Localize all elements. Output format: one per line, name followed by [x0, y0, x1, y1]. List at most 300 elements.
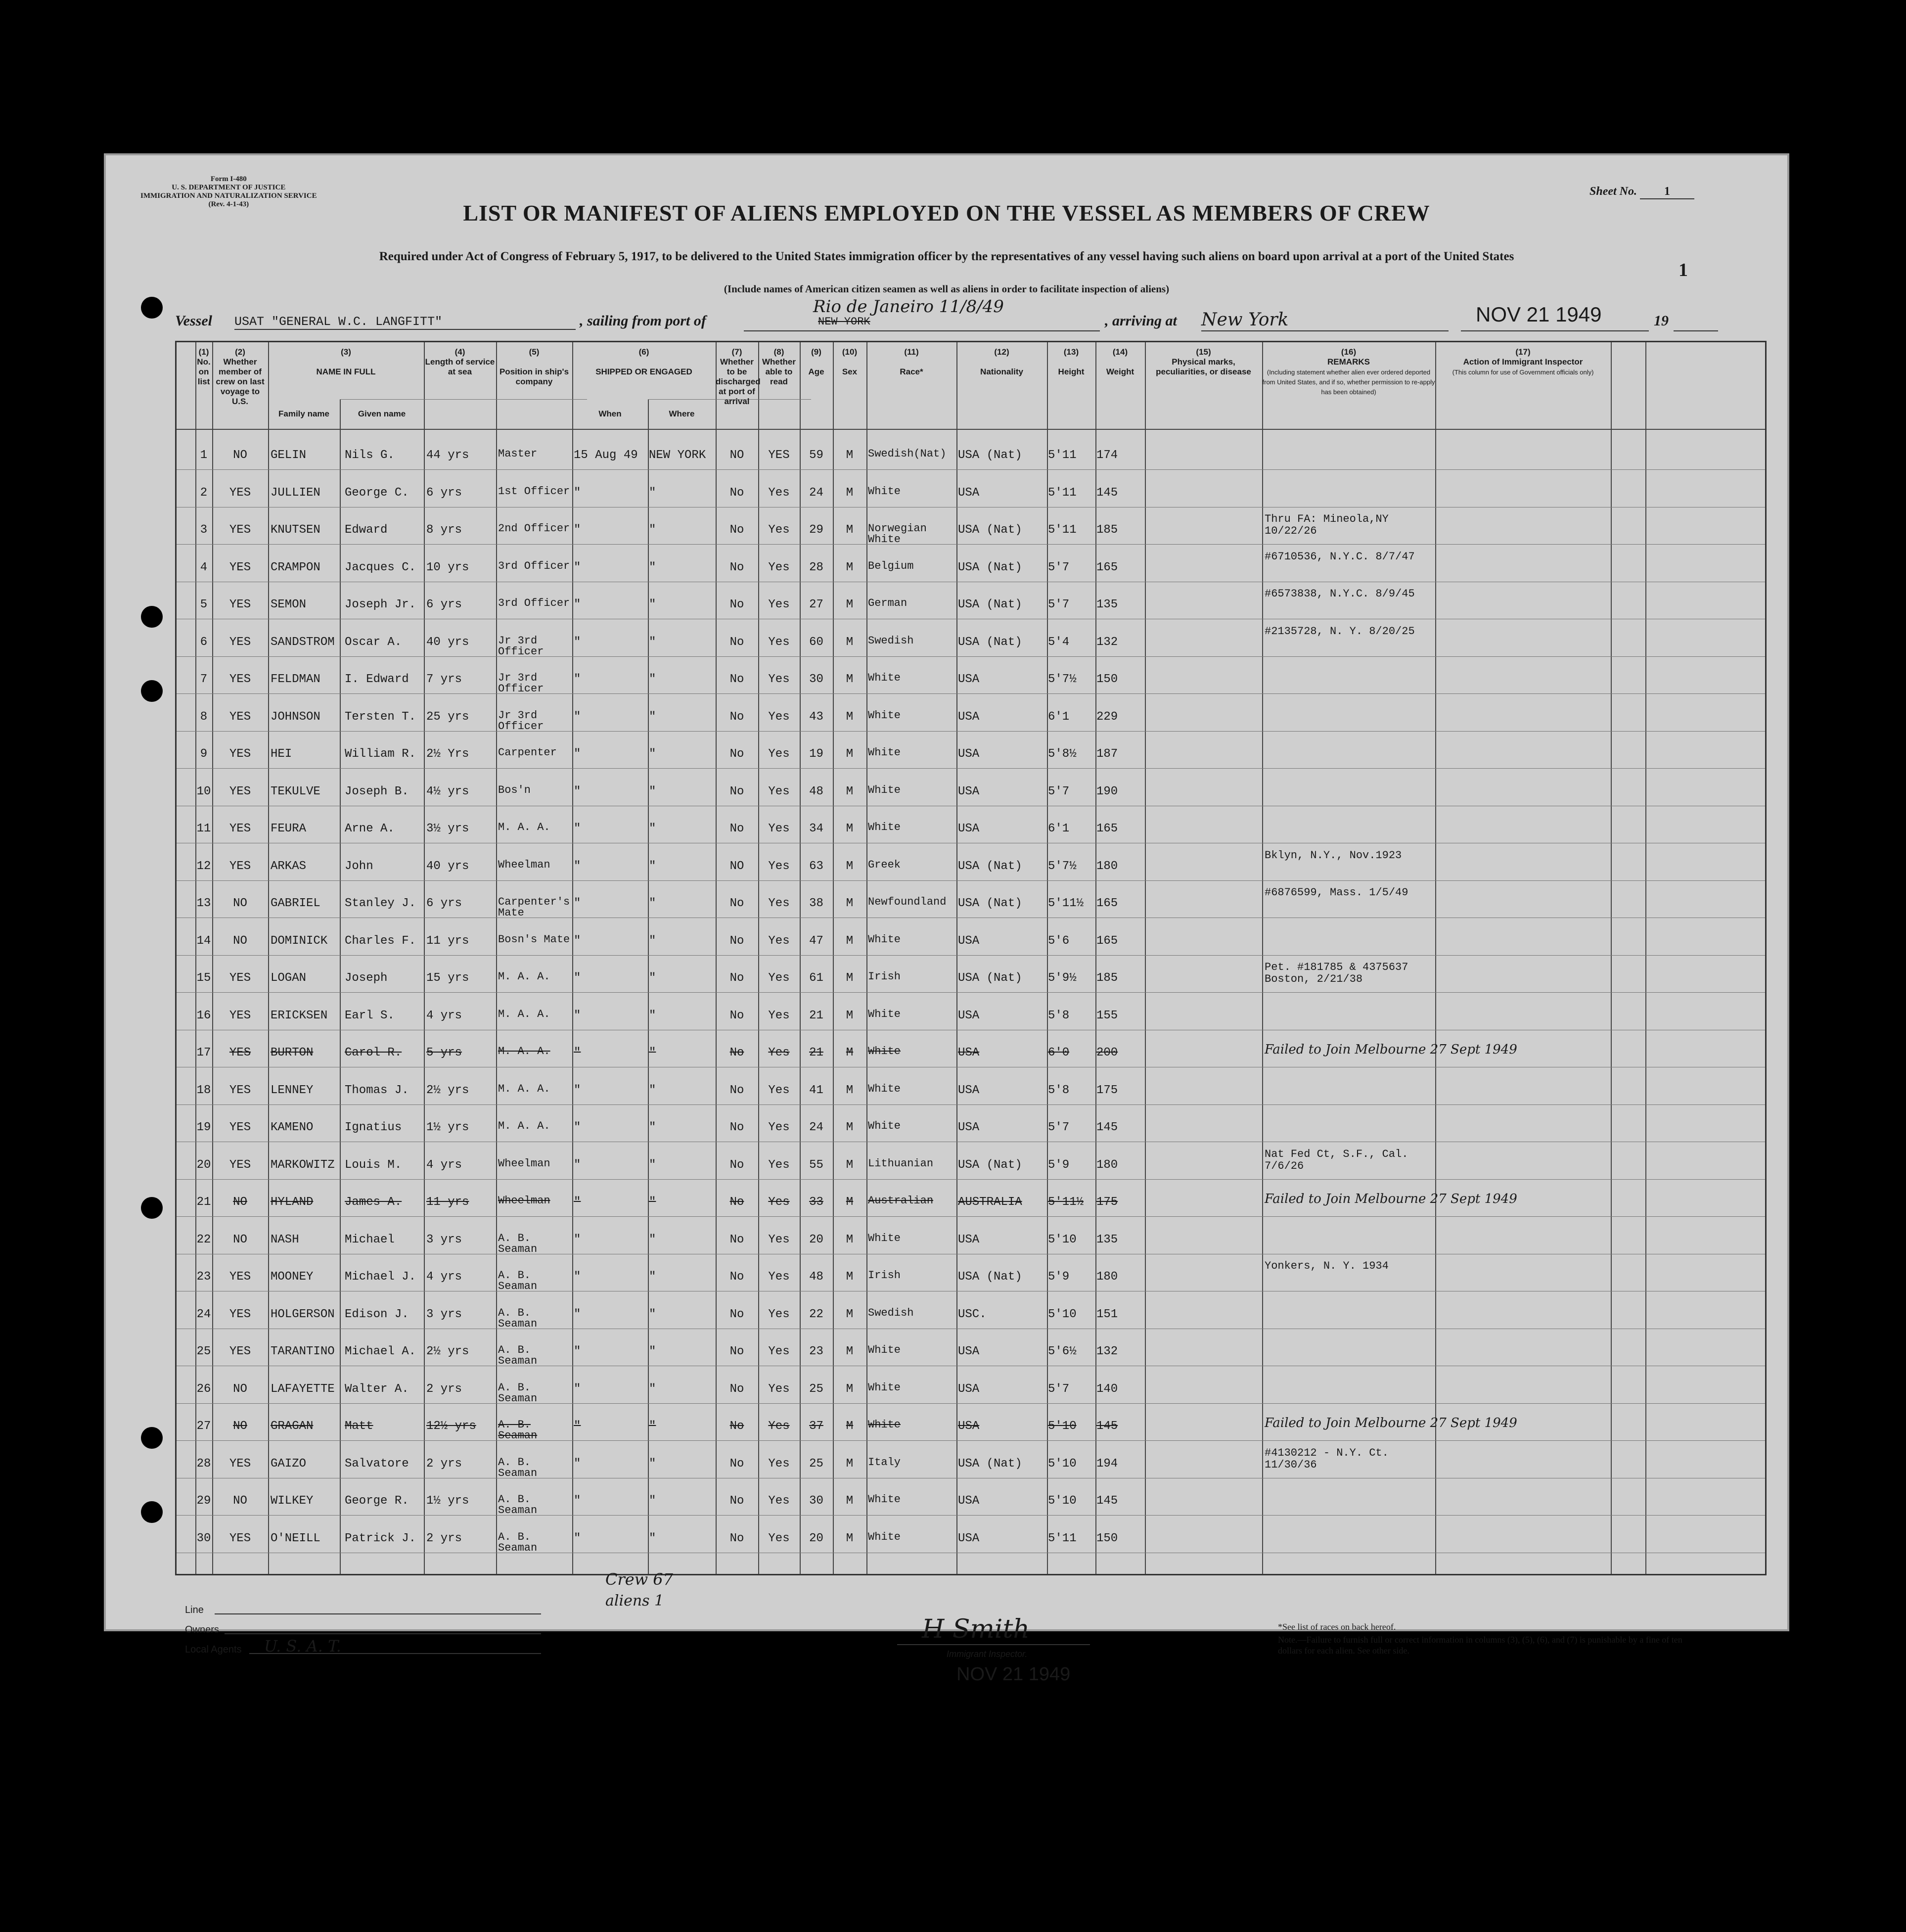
- cell-race: White: [868, 1530, 901, 1543]
- cell-given: Oscar A.: [345, 635, 402, 649]
- cell-when: ": [574, 486, 581, 500]
- cell-nat: USA: [958, 1121, 980, 1134]
- cell-given: Arne A.: [345, 822, 395, 835]
- cell-race: White: [868, 783, 901, 796]
- races-note: *See list of races on back hereof.: [1278, 1622, 1396, 1632]
- header-discharged: (7) Whether to be discharged at port of arrival: [716, 347, 761, 406]
- cell-position: A. B. Seaman: [498, 1269, 538, 1292]
- cell-family: O'NEILL: [271, 1531, 320, 1545]
- cell-height: 5'7½: [1048, 673, 1077, 686]
- cell-service: 7 yrs: [426, 673, 462, 686]
- cell-sex: M: [846, 1083, 854, 1097]
- cell-disch: No: [729, 598, 744, 611]
- cell-last: YES: [229, 710, 251, 724]
- cell-service: 15 yrs: [426, 971, 469, 985]
- year-line: [1674, 315, 1718, 331]
- cell-given: Joseph B.: [345, 784, 409, 798]
- cell-service: 2 yrs: [426, 1531, 462, 1545]
- cell-weight: 165: [1096, 822, 1118, 835]
- cell-age: 19: [809, 747, 823, 761]
- sheet-no-large: 1: [1679, 260, 1688, 280]
- cell-read: Yes: [768, 486, 790, 500]
- cell-age: 21: [809, 1009, 823, 1022]
- sheet-number: [1589, 185, 1694, 199]
- cell-age: 55: [809, 1158, 823, 1172]
- cell-read: Yes: [768, 1457, 790, 1471]
- row-rule: [177, 544, 1765, 545]
- cell-where: ": [649, 934, 656, 948]
- cell-family: GABRIEL: [271, 897, 320, 910]
- cell-age: 29: [809, 523, 823, 537]
- cell-weight: 229: [1096, 710, 1118, 724]
- cell-n: 11: [196, 822, 211, 835]
- cell-disch: No: [729, 1382, 744, 1396]
- cell-nat: USA: [958, 710, 980, 724]
- cell-height: 5'8: [1048, 1009, 1070, 1022]
- row-rule: [177, 1440, 1765, 1441]
- cell-n: 23: [196, 1270, 211, 1284]
- cell-weight: 150: [1096, 673, 1118, 686]
- cell-weight: 185: [1096, 971, 1118, 985]
- cell-service: 12½ yrs: [426, 1420, 476, 1433]
- cell-remarks: #6710536, N.Y.C. 8/7/47: [1265, 550, 1415, 563]
- cell-disch: No: [729, 822, 744, 835]
- cell-height: 6'1: [1048, 710, 1070, 724]
- header-action: (17) Action of Immigrant Inspector (This column for use of Government officials only): [1452, 347, 1594, 376]
- cell-sex: M: [846, 710, 854, 724]
- cell-race: White: [868, 1419, 901, 1431]
- cell-last: NO: [233, 934, 247, 948]
- cell-where: ": [649, 784, 656, 798]
- cell-n: 16: [196, 1009, 211, 1022]
- cell-height: 5'11½: [1048, 1196, 1084, 1209]
- cell-age: 28: [809, 560, 823, 574]
- cell-where: ": [649, 1009, 656, 1022]
- sailing-label: , sailing from port of: [580, 313, 706, 329]
- cell-disch: No: [729, 1345, 744, 1358]
- cell-position: 3rd Officer: [498, 559, 570, 572]
- cell-age: 20: [809, 1233, 823, 1246]
- cell-when: ": [574, 971, 581, 985]
- cell-given: Walter A.: [345, 1382, 409, 1396]
- cell-sex: M: [846, 560, 854, 574]
- cell-nat: USC.: [958, 1307, 987, 1321]
- crew-total: Crew 67: [605, 1570, 673, 1589]
- cell-read: Yes: [768, 934, 790, 948]
- cell-where: ": [649, 1382, 656, 1396]
- cell-position: A. B. Seaman: [498, 1381, 538, 1405]
- header-nationality: (12) Nationality: [980, 347, 1023, 376]
- cell-where: ": [649, 523, 656, 537]
- cell-n: 3: [200, 523, 208, 537]
- cell-remarks: Failed to Join Melbourne 27 Sept 1949: [1265, 1416, 1517, 1430]
- cell-read: Yes: [768, 1420, 790, 1433]
- cell-position: Bos'n: [498, 783, 531, 796]
- cell-n: 21: [196, 1196, 211, 1209]
- cell-when: ": [574, 859, 581, 873]
- cell-weight: 135: [1096, 1233, 1118, 1246]
- cell-disch: No: [729, 747, 744, 761]
- cell-last: YES: [229, 1345, 251, 1358]
- cell-weight: 194: [1096, 1457, 1118, 1471]
- sailing-port-line: [744, 297, 1100, 331]
- cell-weight: 175: [1096, 1083, 1118, 1097]
- cell-age: 59: [809, 449, 823, 462]
- cell-nat: USA: [958, 1420, 980, 1433]
- cell-disch: No: [729, 784, 744, 798]
- cell-weight: 185: [1096, 523, 1118, 537]
- cell-position: Jr 3rd Officer: [498, 672, 544, 695]
- cell-family: BURTON: [271, 1046, 314, 1059]
- cell-position: A. B. Seaman: [498, 1530, 538, 1554]
- cell-when: ": [574, 1046, 581, 1059]
- manifest-sheet: [104, 153, 1789, 1685]
- cell-last: NO: [233, 1196, 247, 1209]
- cell-given: Stanley J.: [345, 897, 416, 910]
- cell-read: Yes: [768, 784, 790, 798]
- cell-n: 20: [196, 1158, 211, 1172]
- cell-weight: 145: [1096, 1121, 1118, 1134]
- cell-height: 5'8: [1048, 1083, 1070, 1097]
- cell-disch: No: [729, 560, 744, 574]
- cell-n: 7: [200, 673, 208, 686]
- cell-age: 43: [809, 710, 823, 724]
- cell-given: John: [345, 859, 373, 873]
- punch-hole: [141, 606, 163, 628]
- cell-disch: No: [729, 673, 744, 686]
- cell-nat: USA: [958, 673, 980, 686]
- cell-where: ": [649, 1083, 656, 1097]
- cell-weight: 187: [1096, 747, 1118, 761]
- cell-last: YES: [229, 1083, 251, 1097]
- row-rule: [177, 469, 1765, 470]
- cell-race: Irish: [868, 970, 901, 983]
- cell-nat: USA: [958, 1083, 980, 1097]
- cell-n: 29: [196, 1494, 211, 1508]
- cell-given: Thomas J.: [345, 1083, 409, 1097]
- cell-disch: NO: [729, 449, 744, 462]
- cell-read: Yes: [768, 1158, 790, 1172]
- form-id: Form I-480: [210, 175, 247, 183]
- cell-race: White: [868, 709, 901, 722]
- cell-height: 5'10: [1048, 1457, 1077, 1471]
- cell-where: ": [649, 971, 656, 985]
- cell-race: Irish: [868, 1269, 901, 1282]
- cell-weight: 145: [1096, 1494, 1118, 1508]
- cell-race: Italy: [868, 1456, 901, 1469]
- cell-age: 20: [809, 1531, 823, 1545]
- cell-remarks: Pet. #181785 & 4375637 Boston, 2/21/38: [1265, 961, 1408, 985]
- cell-age: 37: [809, 1420, 823, 1433]
- cell-family: SANDSTROM: [271, 635, 335, 649]
- cell-sex: M: [846, 747, 854, 761]
- requirement-text: Required under Act of Congress of February 5, 1917, to be delivered to the United States immigration officer by the representatives of any vessel having such aliens on board upon arrival at a port of the United States: [379, 250, 1514, 263]
- cell-nat: USA: [958, 747, 980, 761]
- cell-when: ": [574, 1307, 581, 1321]
- cell-service: 6 yrs: [426, 598, 462, 611]
- cell-service: 1½ yrs: [426, 1121, 469, 1134]
- cell-height: 5'6½: [1048, 1345, 1077, 1358]
- cell-sex: M: [846, 449, 854, 462]
- cell-position: A. B. Seaman: [498, 1419, 538, 1442]
- cell-family: MOONEY: [271, 1270, 314, 1284]
- cell-service: 2½ Yrs: [426, 747, 469, 761]
- cell-nat: USA: [958, 1494, 980, 1508]
- cell-service: 44 yrs: [426, 449, 469, 462]
- cell-remarks: Thru FA: Mineola,NY 10/22/26: [1265, 513, 1389, 537]
- cell-family: DOMINICK: [271, 934, 328, 948]
- cell-when: ": [574, 934, 581, 948]
- cell-weight: 150: [1096, 1531, 1118, 1545]
- cell-service: 4 yrs: [426, 1158, 462, 1172]
- cell-nat: USA: [958, 822, 980, 835]
- cell-race: White: [868, 1232, 901, 1244]
- cell-family: JULLIEN: [271, 486, 320, 500]
- line-label: Line: [185, 1605, 204, 1615]
- cell-sex: M: [846, 1158, 854, 1172]
- cell-where: ": [649, 710, 656, 724]
- header-height: (13) Height: [1058, 347, 1085, 376]
- cell-n: 27: [196, 1420, 211, 1433]
- cell-sex: M: [846, 1009, 854, 1022]
- header-where: Where: [669, 409, 695, 418]
- cell-sex: M: [846, 897, 854, 910]
- cell-nat: USA: [958, 1345, 980, 1358]
- cell-n: 14: [196, 934, 211, 948]
- cell-given: Patrick J.: [345, 1531, 416, 1545]
- cell-position: A. B. Seaman: [498, 1344, 538, 1367]
- header-remarks: (16) REMARKS (Including statement whether alien ever ordered deported from United States, and if so, whether permission to re-apply has been obtained): [1262, 347, 1435, 396]
- cell-age: 48: [809, 784, 823, 798]
- cell-height: 5'11: [1048, 449, 1077, 462]
- cell-where: NEW YORK: [649, 449, 706, 462]
- cell-when: ": [574, 1457, 581, 1471]
- cell-service: 1½ yrs: [426, 1494, 469, 1508]
- cell-age: 24: [809, 1121, 823, 1134]
- cell-height: 5'7: [1048, 598, 1070, 611]
- cell-last: NO: [233, 449, 247, 462]
- cell-disch: No: [729, 486, 744, 500]
- cell-race: Australian: [868, 1195, 934, 1207]
- cell-position: Carpenter's Mate: [498, 896, 570, 919]
- cell-given: Carol R.: [345, 1046, 402, 1059]
- cell-when: ": [574, 1158, 581, 1172]
- cell-disch: No: [729, 1009, 744, 1022]
- cell-service: 2 yrs: [426, 1457, 462, 1471]
- cell-where: ": [649, 1196, 656, 1209]
- cell-nat: USA (Nat): [958, 1270, 1022, 1284]
- cell-given: Matt: [345, 1420, 373, 1433]
- cell-weight: 175: [1096, 1196, 1118, 1209]
- cell-last: YES: [229, 598, 251, 611]
- cell-where: ": [649, 1457, 656, 1471]
- cell-where: ": [649, 747, 656, 761]
- cell-race: White: [868, 1008, 901, 1020]
- cell-when: ": [574, 560, 581, 574]
- cell-race: White: [868, 485, 901, 498]
- header-when: When: [598, 409, 622, 418]
- cell-n: 25: [196, 1345, 211, 1358]
- cell-family: GRAGAN: [271, 1420, 314, 1433]
- cell-position: Jr 3rd Officer: [498, 709, 544, 733]
- cell-age: 21: [809, 1046, 823, 1059]
- cell-sex: M: [846, 1270, 854, 1284]
- cell-read: Yes: [768, 1121, 790, 1134]
- cell-race: White: [868, 746, 901, 759]
- penalty-note: Note.—Failure to furnish full or correct information in columns (3), (5), (6), and (7) is punishable by a fine of ten dollars for each alien. See other side.: [1278, 1635, 1682, 1656]
- cell-last: YES: [229, 1307, 251, 1321]
- cell-weight: 132: [1096, 1345, 1118, 1358]
- cell-when: ": [574, 710, 581, 724]
- cell-sex: M: [846, 859, 854, 873]
- cell-position: M. A. A.: [498, 1045, 550, 1058]
- cell-family: JOHNSON: [271, 710, 320, 724]
- cell-age: 22: [809, 1307, 823, 1321]
- cell-disch: No: [729, 1196, 744, 1209]
- cell-when: ": [574, 1009, 581, 1022]
- sheet-no: 1: [1640, 185, 1694, 199]
- row-rule: [177, 1179, 1765, 1180]
- cell-last: YES: [229, 971, 251, 985]
- row-rule: [177, 992, 1765, 993]
- cell-race: Greek: [868, 858, 901, 871]
- cell-disch: No: [729, 1420, 744, 1433]
- cell-when: 15 Aug 49: [574, 449, 638, 462]
- cell-read: Yes: [768, 1233, 790, 1246]
- cell-height: 5'7: [1048, 1382, 1070, 1396]
- cell-last: YES: [229, 1046, 251, 1059]
- cell-given: Louis M.: [345, 1158, 402, 1172]
- cell-height: 6'0: [1048, 1046, 1070, 1059]
- cell-height: 5'8½: [1048, 747, 1077, 761]
- cell-nat: USA: [958, 1233, 980, 1246]
- cell-weight: 132: [1096, 635, 1118, 649]
- cell-family: SEMON: [271, 598, 307, 611]
- header-family-name: Family name: [278, 409, 329, 418]
- cell-age: 61: [809, 971, 823, 985]
- cell-position: Wheelman: [498, 858, 550, 871]
- cell-n: 10: [196, 784, 211, 798]
- cell-family: LENNEY: [271, 1083, 314, 1097]
- cell-weight: 180: [1096, 1270, 1118, 1284]
- cell-n: 18: [196, 1083, 211, 1097]
- header-position: (5) Position in ship's company: [499, 347, 569, 386]
- cell-read: Yes: [768, 897, 790, 910]
- cell-last: YES: [229, 635, 251, 649]
- form-title: LIST OR MANIFEST OF ALIENS EMPLOYED ON THE VESSEL AS MEMBERS OF CREW: [463, 200, 1430, 226]
- cell-height: 5'10: [1048, 1494, 1077, 1508]
- cell-last: YES: [229, 1158, 251, 1172]
- cell-given: Jacques C.: [345, 560, 416, 574]
- cell-race: Swedish: [868, 634, 914, 647]
- cell-given: Charles F.: [345, 934, 416, 948]
- cell-weight: 180: [1096, 1158, 1118, 1172]
- cell-when: ": [574, 1382, 581, 1396]
- aliens-total: aliens 1: [605, 1592, 664, 1610]
- cell-disch: NO: [729, 859, 744, 873]
- cell-n: 22: [196, 1233, 211, 1246]
- cell-n: 8: [200, 710, 208, 724]
- cell-last: YES: [229, 523, 251, 537]
- arriving-port: New York: [1201, 310, 1289, 330]
- cell-age: 33: [809, 1196, 823, 1209]
- inspector-stamp: NOV 21 1949: [956, 1664, 1071, 1685]
- row-rule: [177, 1104, 1765, 1105]
- cell-position: Wheelman: [498, 1195, 550, 1207]
- sailing-port-handwritten: Rio de Janeiro 11/8/49: [813, 297, 1004, 317]
- cell-where: ": [649, 673, 656, 686]
- cell-family: MARKOWITZ: [271, 1158, 335, 1172]
- cell-height: 5'9½: [1048, 971, 1077, 985]
- cell-service: 11 yrs: [426, 934, 469, 948]
- cell-read: Yes: [768, 1196, 790, 1209]
- form-service: IMMIGRATION AND NATURALIZATION SERVICE: [140, 192, 317, 200]
- cell-weight: 151: [1096, 1307, 1118, 1321]
- cell-position: M. A. A.: [498, 1008, 550, 1020]
- cell-nat: USA (Nat): [958, 859, 1022, 873]
- cell-when: ": [574, 1531, 581, 1545]
- cell-remarks: Nat Fed Ct, S.F., Cal. 7/6/26: [1265, 1148, 1408, 1172]
- cell-service: 40 yrs: [426, 859, 469, 873]
- cell-n: 6: [200, 635, 208, 649]
- cell-age: 41: [809, 1083, 823, 1097]
- cell-position: 1st Officer: [498, 485, 570, 498]
- cell-height: 5'9: [1048, 1158, 1070, 1172]
- cell-where: ": [649, 859, 656, 873]
- cell-family: KNUTSEN: [271, 523, 320, 537]
- cell-read: Yes: [768, 1083, 790, 1097]
- cell-last: NO: [233, 1382, 247, 1396]
- cell-sex: M: [846, 822, 854, 835]
- cell-position: M. A. A.: [498, 970, 550, 983]
- cell-nat: USA (Nat): [958, 971, 1022, 985]
- cell-last: YES: [229, 673, 251, 686]
- owners-label: Owners: [185, 1624, 219, 1635]
- cell-given: William R.: [345, 747, 416, 761]
- header-read: (8) Whether able to read: [762, 347, 796, 386]
- cell-age: 63: [809, 859, 823, 873]
- cell-n: 15: [196, 971, 211, 985]
- cell-sex: M: [846, 523, 854, 537]
- cell-read: Yes: [768, 598, 790, 611]
- cell-position: A. B. Seaman: [498, 1456, 538, 1479]
- cell-given: Edison J.: [345, 1307, 409, 1321]
- row-rule: [177, 1403, 1765, 1404]
- cell-sex: M: [846, 1233, 854, 1246]
- cell-remarks: #6876599, Mass. 1/5/49: [1265, 886, 1408, 899]
- cell-remarks: #2135728, N. Y. 8/20/25: [1265, 625, 1415, 638]
- cell-disch: No: [729, 934, 744, 948]
- cell-last: YES: [229, 784, 251, 798]
- cell-height: 5'10: [1048, 1233, 1077, 1246]
- cell-family: HEI: [271, 747, 292, 761]
- cell-position: 2nd Officer: [498, 522, 570, 535]
- cell-read: Yes: [768, 710, 790, 724]
- header-sex: (10) Sex: [842, 347, 858, 376]
- cell-remarks: Bklyn, N.Y., Nov.1923: [1265, 849, 1402, 862]
- cell-when: ": [574, 1345, 581, 1358]
- cell-disch: No: [729, 1233, 744, 1246]
- cell-nat: USA: [958, 1531, 980, 1545]
- cell-service: 4½ yrs: [426, 784, 469, 798]
- cell-when: ": [574, 1121, 581, 1134]
- cell-sex: M: [846, 673, 854, 686]
- cell-service: 2½ yrs: [426, 1083, 469, 1097]
- cell-weight: 135: [1096, 598, 1118, 611]
- cell-given: I. Edward: [345, 673, 409, 686]
- arriving-line: [1201, 310, 1449, 331]
- cell-read: Yes: [768, 747, 790, 761]
